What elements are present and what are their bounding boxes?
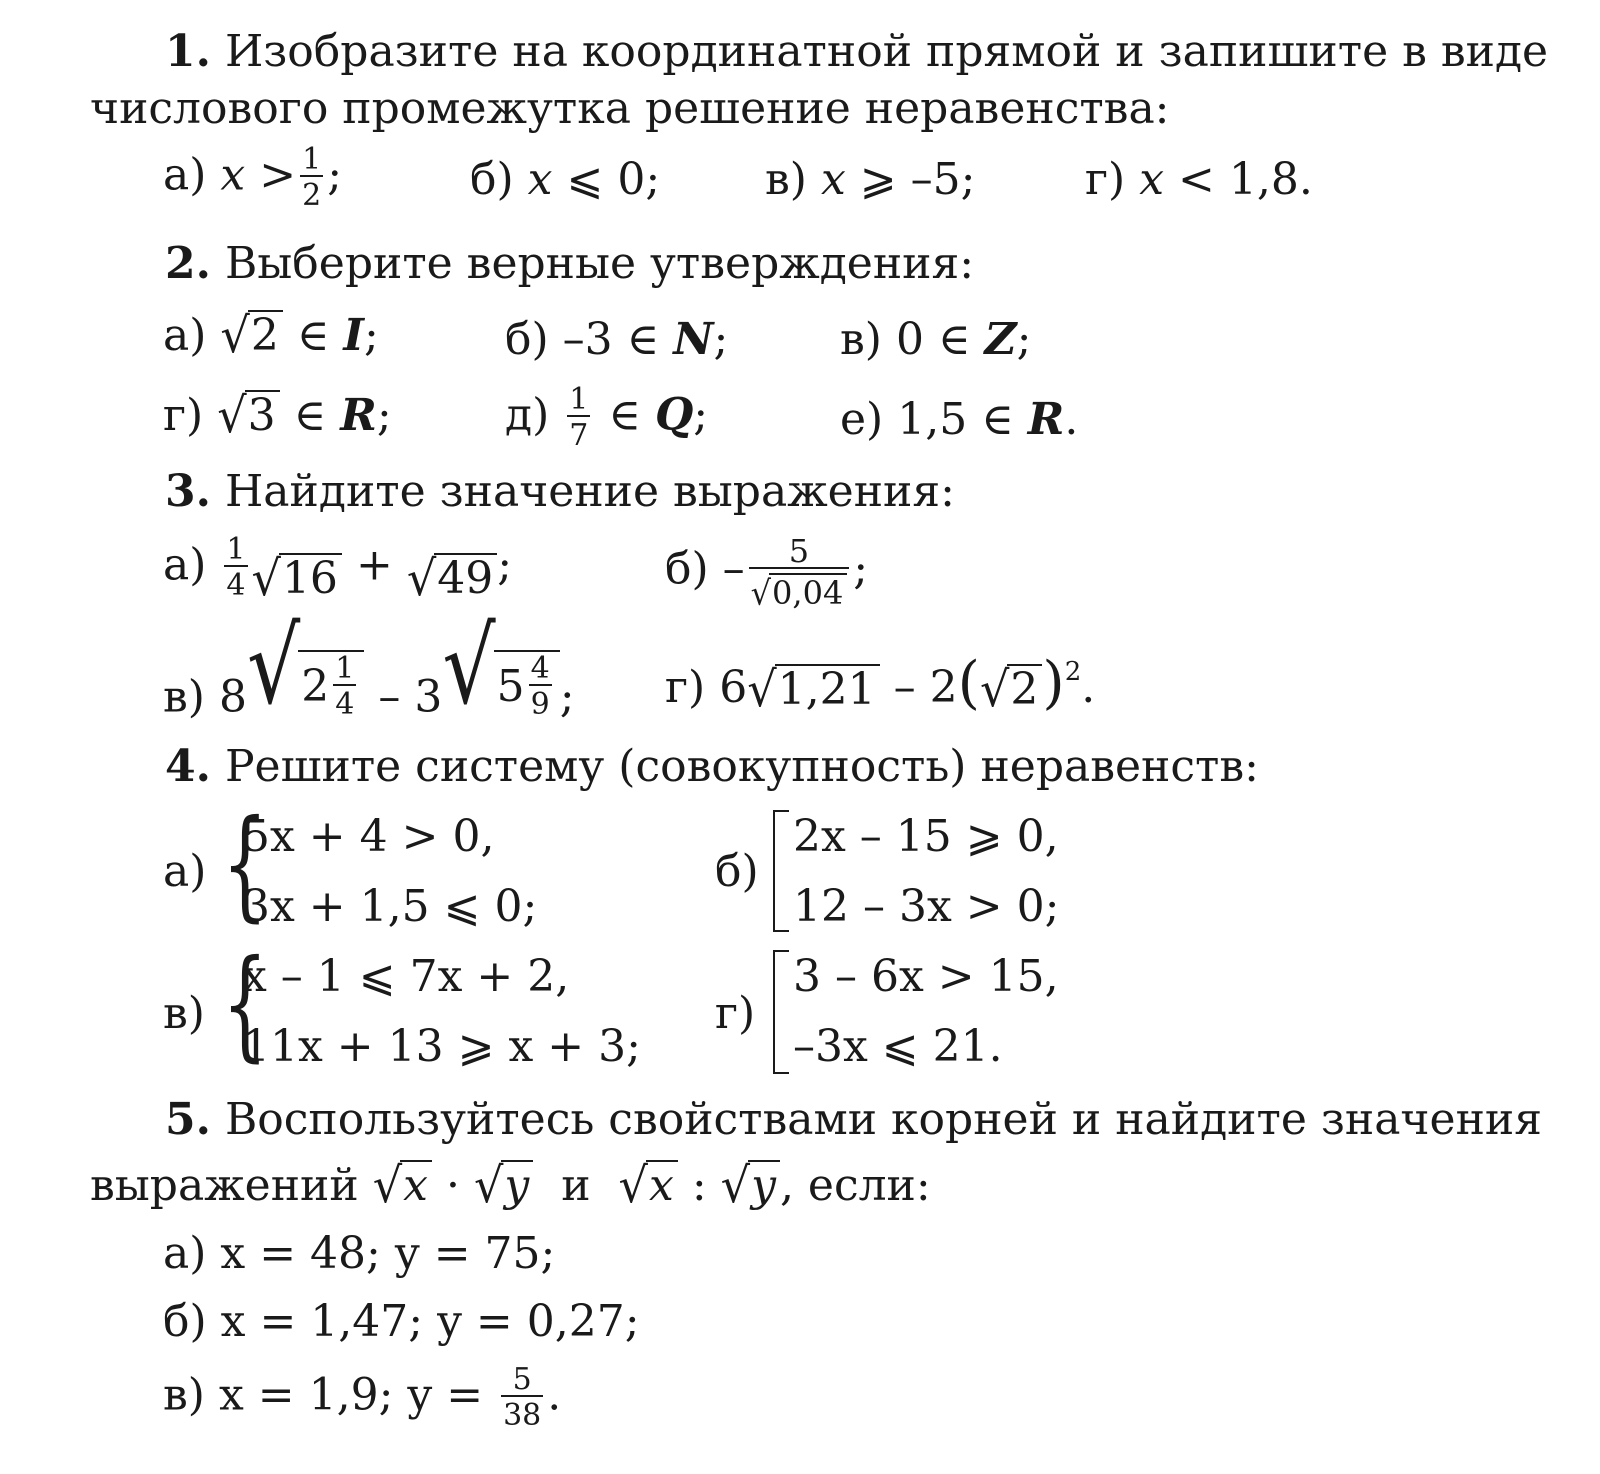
system-brace-icon: { <box>222 935 268 1074</box>
task3-text: Найдите значение выражения: <box>224 466 955 517</box>
task3-item-a: а) $\frac{1}{4}$ √ 16 + √ 49 ; <box>163 532 513 607</box>
task1-number: 1. <box>165 26 211 77</box>
task3-heading <box>165 466 955 517</box>
collection-bracket-icon <box>773 810 789 932</box>
task1-text-line1: Изобразите на координатной прямой и запишите в виде <box>224 26 1549 77</box>
task4-a-line1: 5x + 4 > 0, <box>242 811 495 862</box>
task4-b-label: б) <box>715 846 759 897</box>
radical: √ y <box>474 1160 533 1208</box>
task1-item-d: г) x < 1,8. <box>1085 154 1313 205</box>
task4-c-line1: x – 1 ⩽ 7x + 2, <box>242 951 570 1002</box>
system-brace-icon: { <box>222 795 268 934</box>
task2-number: 2. <box>165 238 211 289</box>
task2-text: Выберите верные утверждения: <box>224 238 975 289</box>
fraction: $\frac{1}{4}$ <box>226 532 246 603</box>
task3-item-c: в) 8 √ 2 $\frac{1}{4}$ – 3 √ 5 $\frac{4}{9}$ ; <box>163 605 575 728</box>
radical: √ 5 $\frac{4}{9}$ <box>442 636 559 720</box>
task5-item-c: в) x = 1,9; y = $\frac{5}{38}$ . <box>163 1362 562 1433</box>
task4-a-line2: 3x + 1,5 ⩽ 0; <box>242 881 538 932</box>
task1-item-b: б) x ⩽ 0; <box>470 154 661 205</box>
collection-bracket-icon <box>773 950 789 1074</box>
task2-item-a: а) √ 2 ∈ I; <box>163 306 379 364</box>
fraction: $\frac{1}{2}$ <box>302 142 322 213</box>
fraction: $\frac{1}{7}$ <box>569 382 589 453</box>
task4-d-line2: –3x ⩽ 21. <box>793 1021 1003 1072</box>
task2-heading <box>165 238 975 289</box>
task1-item-a: а) x > $\frac{1}{2}$ ; <box>163 142 343 213</box>
task2-item-d: г) √ 3 ∈ R; <box>163 386 392 444</box>
task1-text-line2: числового промежутка решение неравенства: <box>90 83 1170 134</box>
task4-b-line1: 2x – 15 ⩾ 0, <box>793 811 1059 862</box>
task4-c-label: в) <box>163 988 205 1039</box>
task2-item-e: д) $\frac{1}{7}$ ∈ Q; <box>505 382 709 453</box>
radical: √ y <box>721 1160 780 1208</box>
radical: √ 1,21 <box>747 664 879 712</box>
task4-text: Решите систему (совокупность) неравенств: <box>224 741 1259 792</box>
task5-number: 5. <box>165 1094 211 1145</box>
task4-c-line2: 11x + 13 ⩾ x + 3; <box>242 1021 641 1072</box>
task5-text-line1: Воспользуйтесь свойствами корней и найдите значения <box>224 1094 1542 1145</box>
task1-line1 <box>165 26 1549 77</box>
radical: √ x <box>373 1160 432 1208</box>
task5-item-a: а) x = 48; y = 75; <box>163 1228 556 1279</box>
task2-item-c: в) 0 ∈ Z; <box>840 314 1032 365</box>
task3-item-d: г) 6 √ 1,21 – 2( √ 2 )$^2$. <box>665 650 1096 718</box>
task3-item-b: б) – 5 √ 0,04 ; <box>665 532 869 613</box>
task2-item-b: б) –3 ∈ N; <box>505 314 729 365</box>
radical: √ 3 <box>217 390 279 438</box>
task5-item-b: б) x = 1,47; y = 0,27; <box>163 1296 640 1347</box>
task2-item-f: е) 1,5 ∈ R. <box>840 394 1079 445</box>
radical: √ x <box>619 1160 678 1208</box>
radical: √ 2 $\frac{1}{4}$ <box>247 636 364 720</box>
task4-b-line2: 12 – 3x > 0; <box>793 881 1060 932</box>
radical: √ 0,04 <box>751 573 848 609</box>
task5-line1 <box>165 1094 1542 1145</box>
fraction: $\frac{5}{38}$ <box>503 1362 542 1433</box>
radical: √ 2 <box>980 664 1042 712</box>
task4-number: 4. <box>165 741 211 792</box>
task5-line2: выражений √ x · √ y и √ x : √ y , если: <box>90 1156 931 1214</box>
radical: √ 49 <box>407 553 497 601</box>
fraction: 5 √ 0,04 <box>749 535 850 609</box>
radical: √ 16 <box>252 553 342 601</box>
task4-d-line1: 3 – 6x > 15, <box>793 951 1059 1002</box>
task4-d-label: г) <box>715 988 756 1039</box>
task3-number: 3. <box>165 466 211 517</box>
radical: √ 2 <box>220 310 282 358</box>
task4-a-label: а) <box>163 846 207 897</box>
task4-heading <box>165 741 1259 792</box>
task1-item-c: в) x ⩾ –5; <box>765 154 976 205</box>
